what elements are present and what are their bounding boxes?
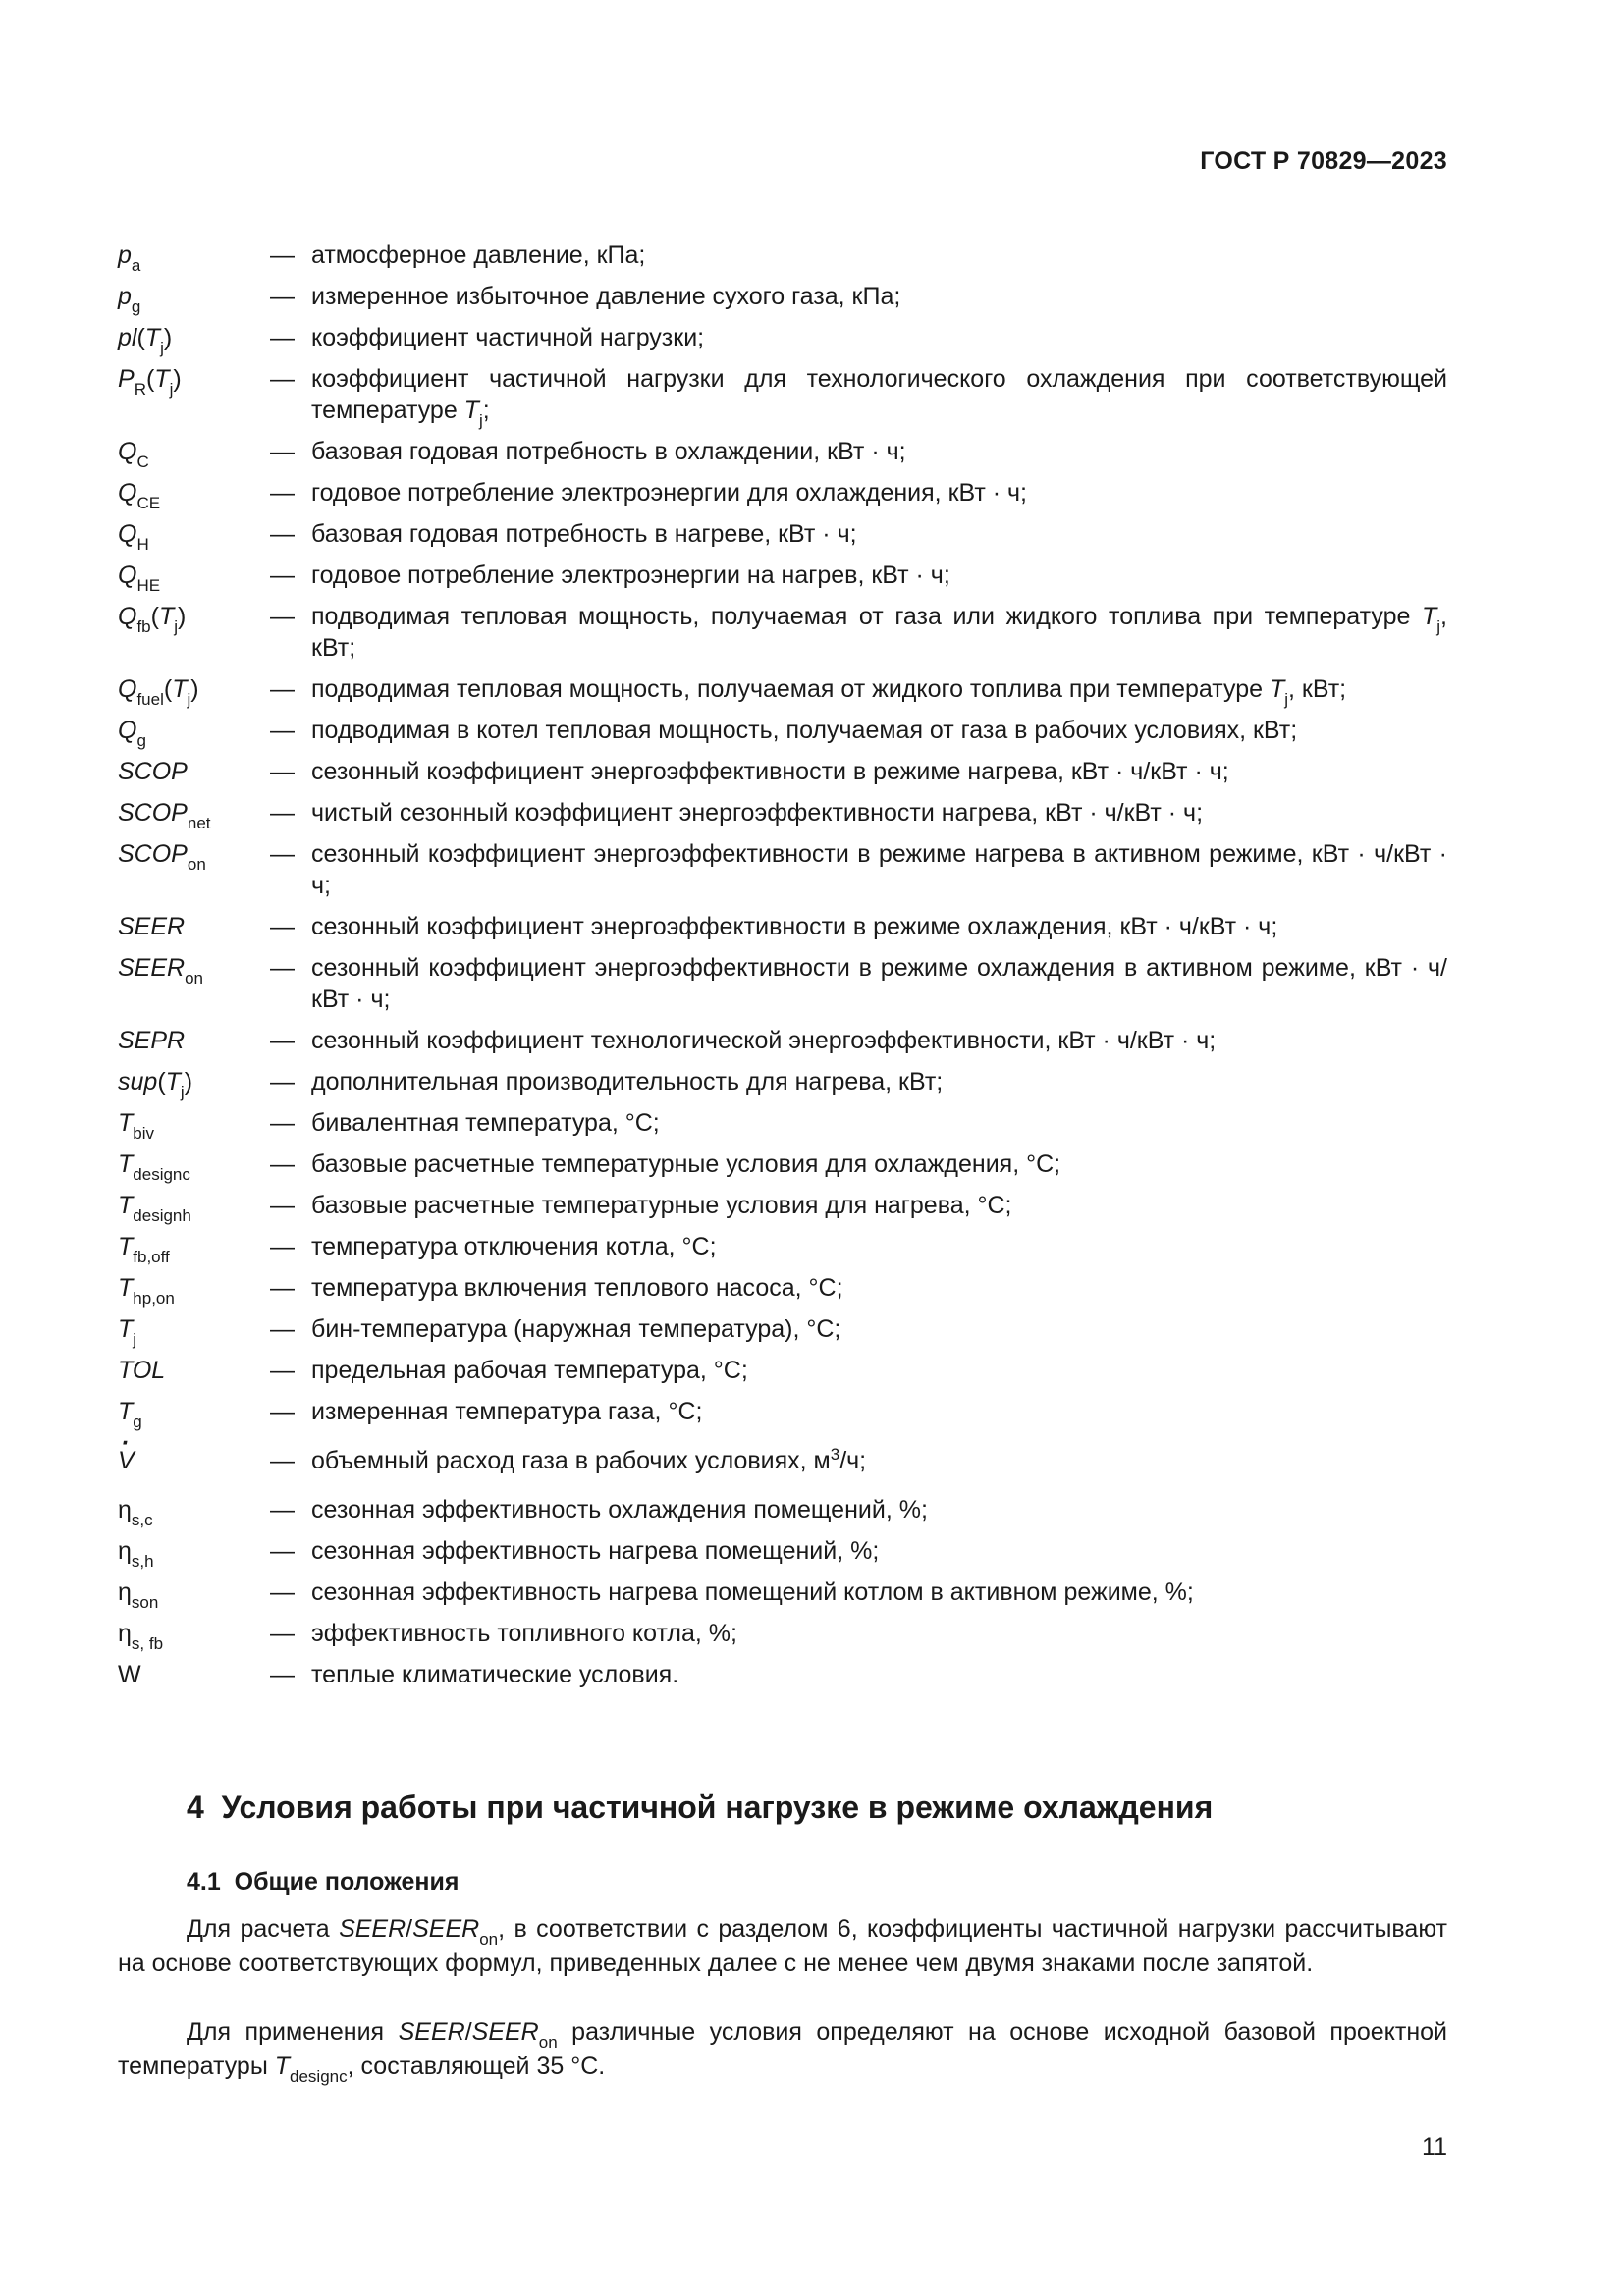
symbols-list xyxy=(118,240,1447,1700)
definition-dash: — xyxy=(270,241,295,269)
definition-row xyxy=(118,1494,1447,1529)
definition-text: коэффициент частичной нагрузки; xyxy=(311,324,705,351)
definition-symbol: $Q_g$ xyxy=(118,717,146,750)
definition-dash: — xyxy=(270,1150,295,1178)
definition-text: температура включения теплового насоса, °С; xyxy=(311,1274,843,1302)
definition-dash: — xyxy=(270,954,295,982)
definition-symbol: $Q_H$ xyxy=(118,520,149,554)
definition-symbol: $SCOP_{on}$ xyxy=(118,840,206,874)
definition-symbol: · V xyxy=(118,1445,270,1476)
definition-row xyxy=(118,518,1447,554)
definition-row xyxy=(118,601,1447,664)
definition-symbol: $Q_{CE}$ xyxy=(118,479,161,512)
definition-dash: — xyxy=(270,520,295,548)
definition-symbol: $T_{designc}$ xyxy=(118,1150,190,1184)
definition-dash: — xyxy=(270,913,295,940)
definition-text: коэффициент частичной нагрузки для технологического охлаждения при соответствующей температуре $T_j$; xyxy=(311,365,1447,430)
definition-row xyxy=(118,1272,1447,1308)
definition-symbol: SCOP xyxy=(118,758,188,785)
definition-dash: — xyxy=(270,365,295,393)
definition-row xyxy=(118,281,1447,316)
subsection-heading: 4.1 Общие положения xyxy=(187,1868,460,1896)
definition-row xyxy=(118,1025,1447,1056)
definition-row xyxy=(118,1190,1447,1225)
definition-row xyxy=(118,1445,1447,1476)
definition-dash: — xyxy=(270,324,295,351)
definition-symbol: $T_{fb,off}$ xyxy=(118,1233,170,1266)
definition-dash: — xyxy=(270,479,295,507)
definition-row xyxy=(118,1355,1447,1386)
definition-row xyxy=(118,952,1447,1015)
definition-text: измеренная температура газа, °С; xyxy=(311,1398,703,1425)
definition-row xyxy=(118,911,1447,942)
definition-text: теплые климатические условия. xyxy=(311,1661,679,1688)
definition-dash: — xyxy=(270,1398,295,1425)
definition-text: базовая годовая потребность в охлаждении, кВт · ч; xyxy=(311,438,906,465)
definition-text: температура отключения котла, °С; xyxy=(311,1233,717,1260)
definition-text: эффективность топливного котла, %; xyxy=(311,1620,737,1647)
definition-symbol: $\eta_{son}$ xyxy=(118,1578,159,1612)
definition-text: сезонная эффективность нагрева помещений, %; xyxy=(311,1537,880,1565)
definition-symbol: SEPR xyxy=(118,1027,186,1054)
definition-row xyxy=(118,797,1447,832)
definition-dash: — xyxy=(270,1027,295,1054)
definition-row xyxy=(118,1396,1447,1431)
definition-text: предельная рабочая температура, °С; xyxy=(311,1357,748,1384)
definition-text: базовая годовая потребность в нагреве, кВт · ч; xyxy=(311,520,857,548)
definition-symbol: $T_{hp,on}$ xyxy=(118,1274,175,1308)
definition-dash: — xyxy=(270,758,295,785)
definition-symbol: $\eta_{s,c}$ xyxy=(118,1496,153,1529)
definition-symbol: $P_R(T_j)$ xyxy=(118,365,182,399)
definition-symbol: TOL xyxy=(118,1357,166,1384)
definition-dash: — xyxy=(270,438,295,465)
definition-symbol: $p_a$ xyxy=(118,241,141,275)
definition-symbol: $pl(T_j)$ xyxy=(118,324,173,357)
body-paragraph: Для расчета SEER/$SEER_{on}$, в соответствии с разделом 6, коэффициенты частичной нагрузки рассчитывают на основе соответствующих формул, приведенных далее с не менее чем двумя знаками после запятой. xyxy=(118,1915,1447,1977)
definition-text: измеренное избыточное давление сухого газа, кПа; xyxy=(311,283,901,310)
definition-row xyxy=(118,1576,1447,1612)
definition-symbol: $SCOP_{net}$ xyxy=(118,799,211,832)
definition-dash: — xyxy=(270,561,295,589)
definition-dash: — xyxy=(270,283,295,310)
definition-row xyxy=(118,240,1447,275)
definition-symbol: W xyxy=(118,1661,141,1688)
definition-symbol: $\eta_{s,h}$ xyxy=(118,1537,154,1571)
definition-symbol: $Q_{fb}(T_j)$ xyxy=(118,603,187,636)
definition-text: годовое потребление электроэнергии для охлаждения, кВт · ч; xyxy=(311,479,1027,507)
definition-dash: — xyxy=(270,717,295,744)
definition-dash: — xyxy=(270,1068,295,1095)
definition-dash: — xyxy=(270,1233,295,1260)
definition-dash: — xyxy=(270,1496,295,1523)
definition-dash: — xyxy=(270,1357,295,1384)
definition-text: базовые расчетные температурные условия для нагрева, °С; xyxy=(311,1192,1012,1219)
definition-symbol: $T_{designh}$ xyxy=(118,1192,191,1225)
definition-row xyxy=(118,715,1447,750)
definition-dash: — xyxy=(270,1661,295,1688)
definition-text: бивалентная температура, °С; xyxy=(311,1109,660,1137)
definition-dash: — xyxy=(270,1315,295,1343)
definition-symbol: $T_j$ xyxy=(118,1315,137,1349)
definition-dash: — xyxy=(270,1109,295,1137)
definition-symbol: $Q_{fuel}(T_j)$ xyxy=(118,675,199,709)
definition-dash: — xyxy=(270,1192,295,1219)
definition-row xyxy=(118,1148,1447,1184)
definition-row xyxy=(118,363,1447,430)
definition-row xyxy=(118,322,1447,357)
definition-text: сезонная эффективность нагрева помещений котлом в активном режиме, %; xyxy=(311,1578,1194,1606)
definition-text: сезонный коэффициент энергоэффективности в режиме охлаждения в активном режиме, кВт · ч/кВт · ч; xyxy=(311,954,1447,1013)
definition-symbol: $SEER_{on}$ xyxy=(118,954,204,988)
definition-dash: — xyxy=(270,1620,295,1647)
definition-text: годовое потребление электроэнергии на нагрев, кВт · ч; xyxy=(311,561,950,589)
definition-row xyxy=(118,1066,1447,1101)
definition-symbol: $T_g$ xyxy=(118,1398,142,1431)
definition-row xyxy=(118,1107,1447,1143)
definition-row xyxy=(118,436,1447,471)
definition-row xyxy=(118,477,1447,512)
definition-text: сезонный коэффициент энергоэффективности в режиме нагрева в активном режиме, кВт · ч/кВт · ч; xyxy=(311,840,1447,899)
definition-dash: — xyxy=(270,1447,295,1474)
definition-text: базовые расчетные температурные условия для охлаждения, °С; xyxy=(311,1150,1061,1178)
definition-symbol: $T_{biv}$ xyxy=(118,1109,155,1143)
definition-row xyxy=(118,756,1447,787)
definition-text: бин-температура (наружная температура), °С; xyxy=(311,1315,841,1343)
definition-row xyxy=(118,673,1447,709)
definition-symbol: $sup(T_j)$ xyxy=(118,1068,193,1101)
definition-row xyxy=(118,560,1447,595)
page-number: 11 xyxy=(1422,2133,1447,2161)
definition-text: чистый сезонный коэффициент энергоэффективности нагрева, кВт · ч/кВт · ч; xyxy=(311,799,1204,827)
definition-dash: — xyxy=(270,675,295,703)
definition-text: сезонный коэффициент энергоэффективности в режиме охлаждения, кВт · ч/кВт · ч; xyxy=(311,913,1278,940)
definition-symbol: $Q_{HE}$ xyxy=(118,561,161,595)
page-header-standard: ГОСТ Р 70829—2023 xyxy=(1200,147,1447,175)
definition-text: сезонная эффективность охлаждения помещений, %; xyxy=(311,1496,928,1523)
definition-text: сезонный коэффициент технологической энергоэффективности, кВт · ч/кВт · ч; xyxy=(311,1027,1217,1054)
definition-dash: — xyxy=(270,603,295,630)
definition-dash: — xyxy=(270,799,295,827)
definition-symbol: SEER xyxy=(118,913,186,940)
section-heading: 4 Условия работы при частичной нагрузке в режиме охлаждения xyxy=(187,1789,1214,1825)
definition-symbol: $\eta_{s, fb}$ xyxy=(118,1620,164,1653)
definition-text: подводимая тепловая мощность, получаемая от жидкого топлива при температуре $T_j$, кВт; xyxy=(311,675,1347,709)
definition-text: атмосферное давление, кПа; xyxy=(311,241,646,269)
definition-symbol: $Q_C$ xyxy=(118,438,149,471)
definition-row xyxy=(118,1618,1447,1653)
definition-symbol: $p_g$ xyxy=(118,283,141,316)
definition-row xyxy=(118,838,1447,901)
definition-text: подводимая тепловая мощность, получаемая от газа или жидкого топлива при температуре $T_j$, кВт; xyxy=(311,603,1447,662)
definition-row xyxy=(118,1535,1447,1571)
body-paragraph: Для применения SEER/$SEER_{on}$ различные условия определяют на основе исходной базовой проектной температуры $T_{designc}$, составляющей 35 °С. xyxy=(118,2018,1448,2086)
definition-dash: — xyxy=(270,840,295,868)
definition-text: подводимая в котел тепловая мощность, получаемая от газа в рабочих условиях, кВт; xyxy=(311,717,1298,744)
definition-text: сезонный коэффициент энергоэффективности в режиме нагрева, кВт · ч/кВт · ч; xyxy=(311,758,1229,785)
definition-row xyxy=(118,1659,1447,1690)
definition-row xyxy=(118,1231,1447,1266)
definition-dash: — xyxy=(270,1274,295,1302)
definition-text: объемный расход газа в рабочих условиях, $м^3/ч$; xyxy=(311,1445,867,1474)
definition-dash: — xyxy=(270,1537,295,1565)
definition-dash: — xyxy=(270,1578,295,1606)
definition-text: дополнительная производительность для нагрева, кВт; xyxy=(311,1068,944,1095)
definition-row xyxy=(118,1313,1447,1349)
